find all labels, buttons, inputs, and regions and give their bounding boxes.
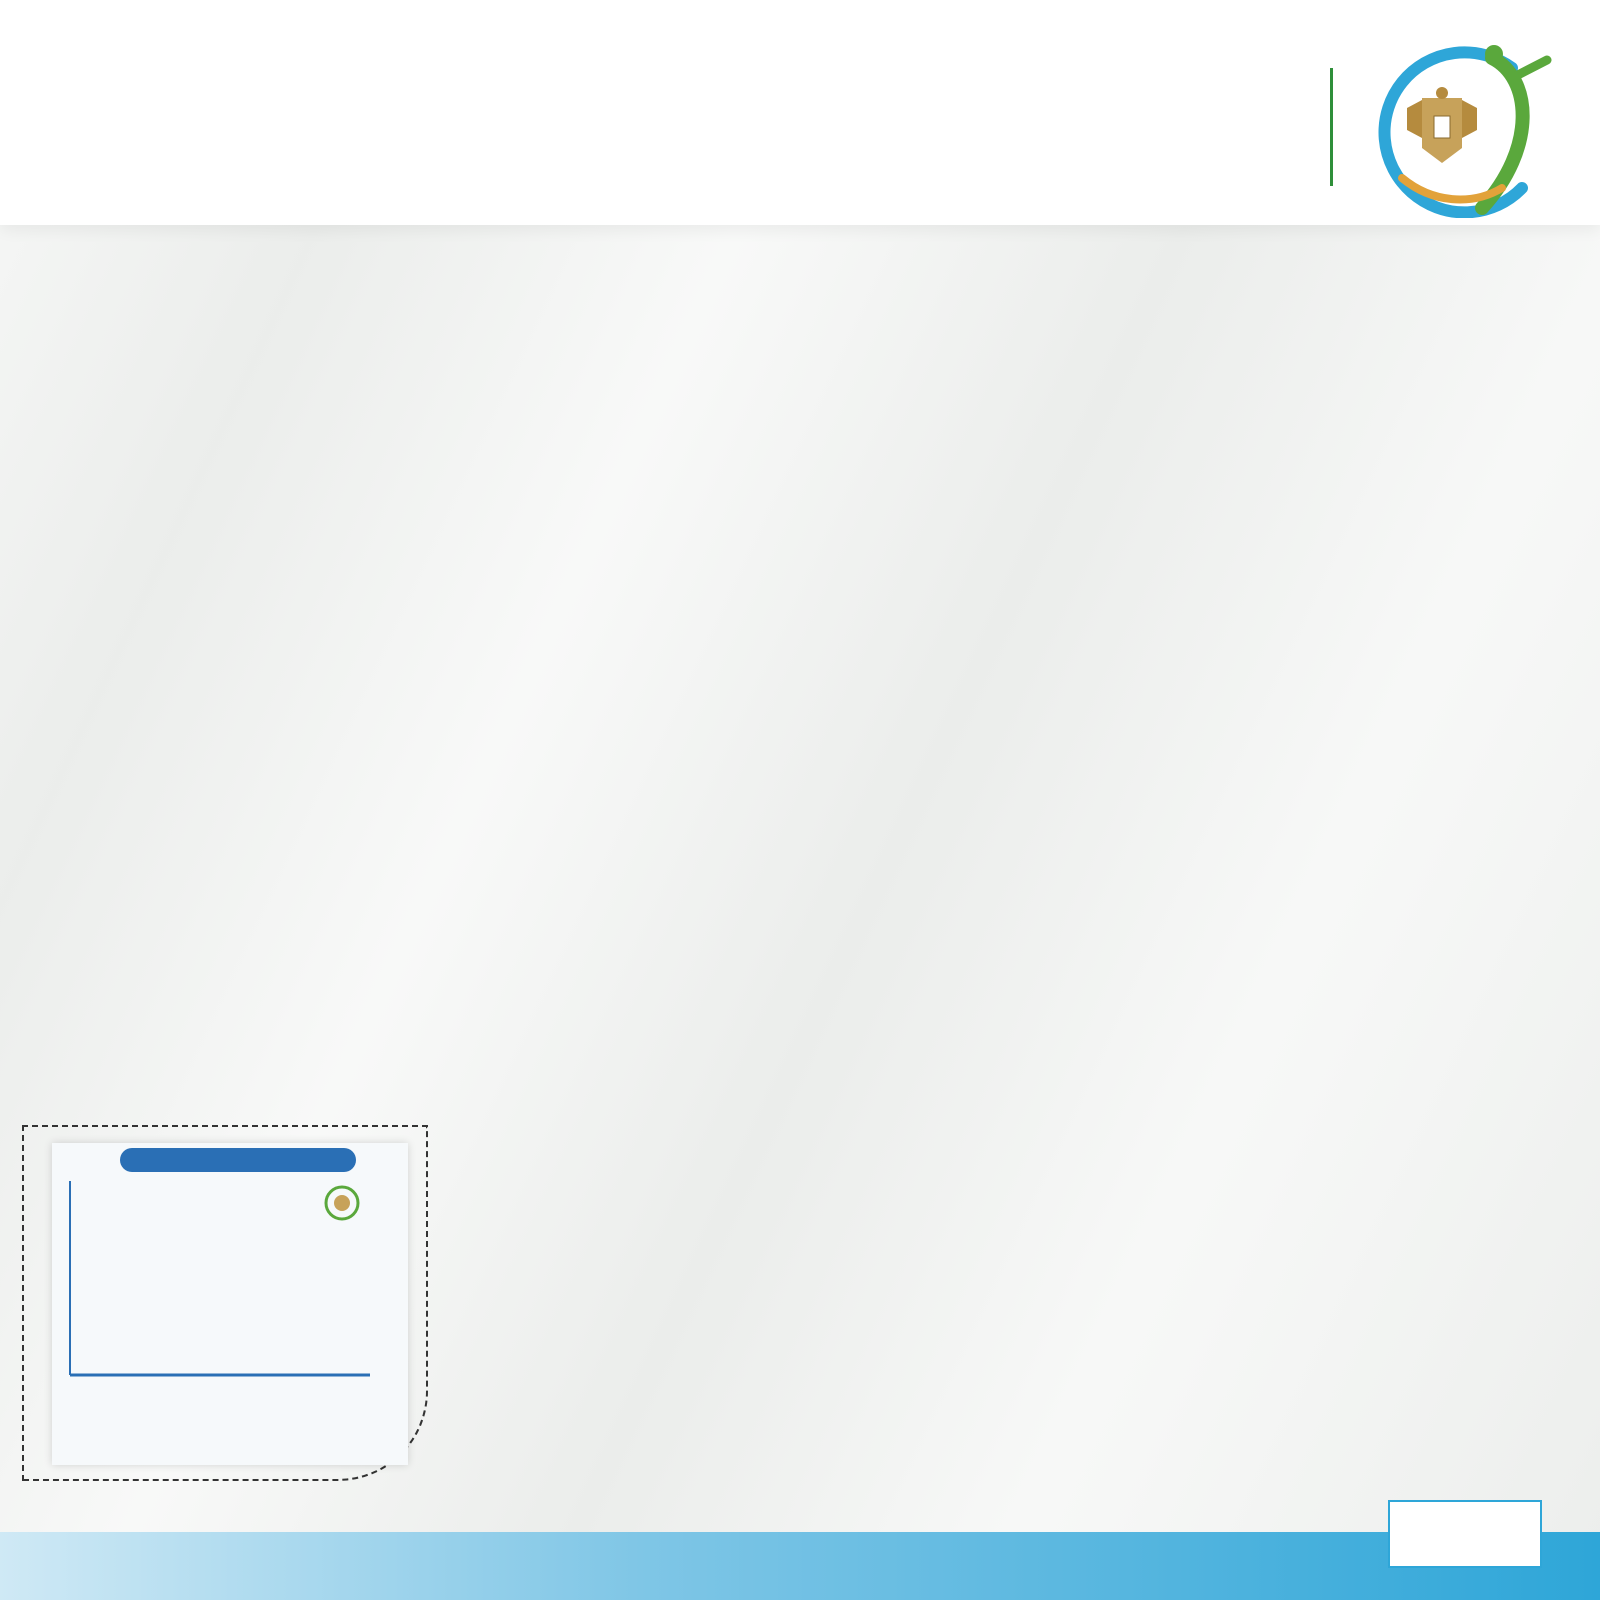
header-band xyxy=(0,0,1600,225)
chart-mini-logo xyxy=(326,1187,358,1219)
footer-bar xyxy=(0,1532,1600,1600)
page-number xyxy=(1388,1500,1542,1568)
header-divider xyxy=(1330,68,1333,186)
eagle-emblem xyxy=(1407,87,1477,163)
ports-bar-chart xyxy=(52,1143,408,1465)
nfsa-logo xyxy=(1362,38,1562,218)
chart-title-pill xyxy=(120,1148,356,1172)
